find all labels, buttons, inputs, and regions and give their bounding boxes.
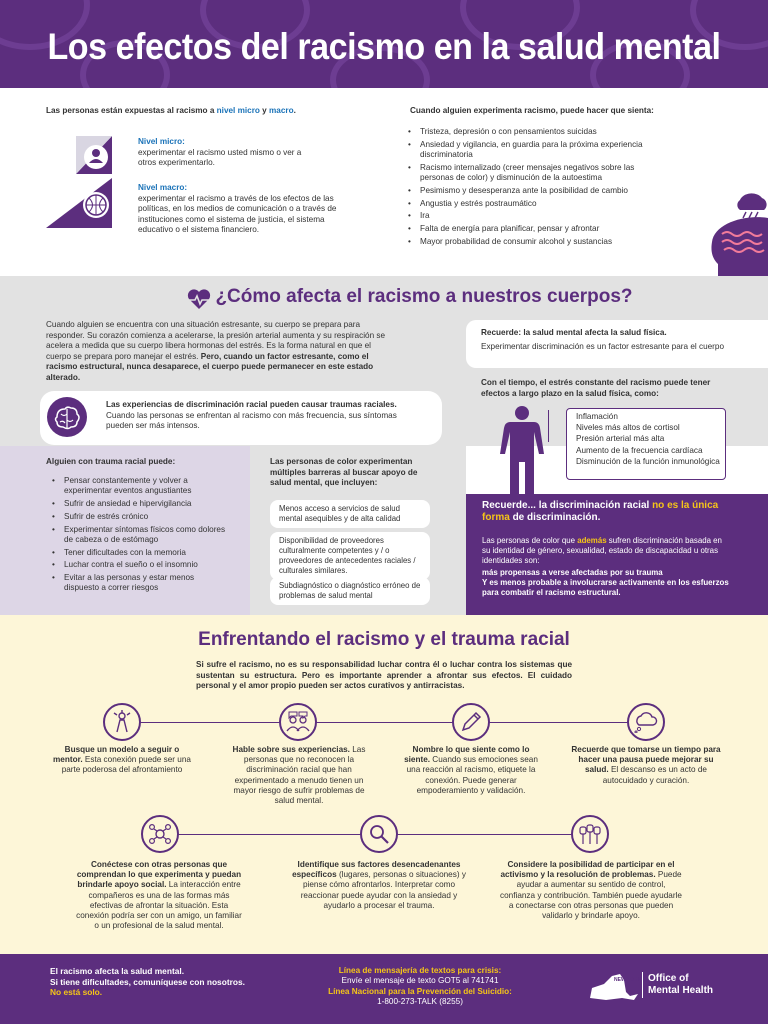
trauma-item: • Sufrir de ansiedad e hipervigilancia <box>52 499 230 509</box>
footer-helplines: Línea de mensajería de textos para crisis: Envíe el mensaje de texto GOT5 al 741741 Línea Nacional para la Prevención del Suicidio: 1-800-273-TALK (8255) <box>328 966 512 1006</box>
feeling-item: • Tristeza, depresión o con pensamientos suicidas <box>408 127 648 137</box>
effect-item: Inflamación <box>576 412 618 421</box>
effects-list <box>576 411 726 467</box>
barrier-item: Subdiagnóstico o diagnóstico erróneo de problemas de salud mental <box>270 577 430 605</box>
feeling-item: • Racismo internalizado (creer mensajes negativos sobre las personas de color) y disminución de la autoestima <box>408 163 648 183</box>
trauma-item: • Pensar constantemente y volver a experimentar eventos angustiantes <box>52 476 230 496</box>
effect-item: Niveles más altos de cortisol <box>576 423 680 433</box>
omh-logo-text: Office of Mental Health <box>648 973 714 996</box>
coping-title: Enfrentando el racismo y el trauma racial <box>198 629 570 650</box>
barriers-heading: Las personas de color experimentan múltiples barreras al buscar apoyo de salud mental, que incluyen: <box>270 457 418 487</box>
body-section-title: ¿Cómo afecta el racismo a nuestros cuerpos? <box>215 286 633 307</box>
feeling-item: • Pesimismo y desesperanza ante la posibilidad de cambio <box>408 186 648 196</box>
macro-level-text: Nivel macro: experimentar el racismo a través de los efectos de las políticas, en los medios de comunicación o a través de instituciones como el sistema de justicia, el sistema educativo o el sistema financiero. <box>138 183 337 234</box>
network-icon <box>141 815 179 853</box>
thought-cloud-icon <box>627 703 665 741</box>
trauma-can-list <box>52 476 230 596</box>
exposure-lead: Las personas están expuestas al racismo a nivel micro y macro. <box>46 106 296 115</box>
trauma-text: Las experiencias de discriminación racial pueden causar traumas raciales. Cuando las personas se enfrentan al racismo con más frecuencia, sus síntomas pueden ser más intensos. <box>106 400 397 430</box>
mentor-icon <box>103 703 141 741</box>
trauma-can-heading: Alguien con trauma racial puede: <box>46 457 176 466</box>
step-rest: Recuerde que tomarse un tiempo para hacer una pausa puede mejorar su salud. El descanso es un acto de autocuidado y curación. <box>571 745 721 785</box>
feeling-item: • Ira <box>408 211 648 221</box>
effects-connector <box>548 410 558 442</box>
trauma-item: • Evitar a las personas y estar menos dispuesto a correr riesgos <box>52 573 230 593</box>
raised-fists-icon <box>571 815 609 853</box>
feeling-item: • Mayor probabilidad de consumir alcohol y sustancias <box>408 237 648 247</box>
stress-paragraph: Cuando alguien se encuentra con una situación estresante, su cuerpo se prepara para responder. Su corazón comienza a acelerarse, la presión arterial aumenta y su respiración se acelera a medida que su cuerpo libera hormonas del estrés. Es la forma natural en que el cuerpo se prepara poro manejar el estrés. Pero, cuando un factor estresante, como el racismo estructural, nunca desaparece, el cuerpo puede permanecer en este estado alterado. <box>46 320 386 382</box>
ny-state-lettering: NEW YORK <box>614 977 642 983</box>
effect-item: Disminución de la función inmunológica <box>576 456 720 466</box>
effect-item: Presión arterial más alta <box>576 434 665 444</box>
barrier-item: Menos acceso a servicios de salud mental asequibles y de alta calidad <box>270 500 430 528</box>
step-mentor: Busque un modelo a seguir o mentor. Esta conexión puede ser una parte poderosa del afrontamiento <box>53 745 191 775</box>
recuerde-title: Recuerde... la discriminación racial no es la única forma de discriminación. <box>482 500 719 523</box>
step-triggers: Identifique sus factores desencadenantes específicos (lugares, personas o situaciones) y piense cómo afrontarlos. Interpretar como reaccionar puede ayudar con la ansiedad y ayudarlo a procesar el trauma. <box>292 860 466 910</box>
footer-message: El racismo afecta la salud mental. Si tiene dificultades, comuníquese con nosotros. No está solo. <box>50 966 245 998</box>
trauma-item: • Experimentar síntomas físicos como dolores de cabeza o de estómago <box>52 525 230 545</box>
human-body-icon <box>496 404 548 496</box>
trauma-item: • Sufrir de estrés crónico <box>52 512 230 522</box>
page-title: Los efectos del racismo en la salud mental <box>47 26 721 67</box>
coping-intro: Si sufre el racismo, no es su responsabilidad luchar contra él o luchar contra los sistemas que sustentan su estructura. Pero es importante aprender a afrontar sus efectos. El cuidado personal y el amor propio pueden ser actos curativos y antirracistas. <box>196 660 572 690</box>
magnifier-icon <box>360 815 398 853</box>
overtime-text: Con el tiempo, el estrés constante del racismo puede tener efectos a largo plazo en la salud física, como: <box>481 378 711 398</box>
head-cloud-icon <box>704 178 768 276</box>
barrier-item: Disponibilidad de proveedores culturalmente competentes y / o proveedores de antecedentes raciales / culturales similares. <box>270 532 430 580</box>
logo-divider <box>642 972 643 998</box>
micro-level-text: Nivel micro: experimentar el racismo usted mismo o ver a otros experimentarlo. <box>138 137 302 167</box>
micro-macro-pyramid-icon <box>46 130 134 230</box>
ny-state-logo <box>586 968 642 1006</box>
trauma-item: • Tener dificultades con la memoria <box>52 548 230 558</box>
feeling-item: • Ansiedad y vigilancia, en guardia para la próxima experiencia discriminatoria <box>408 140 648 160</box>
feelings-list <box>408 127 648 250</box>
brain-icon <box>45 396 89 438</box>
step-name-feelings: Nombre lo que siente como lo siente. Cuando sus emociones sean una reacción al racismo, etiquete la conexión. Puede generar empoderamiento y validación. <box>404 745 538 795</box>
feeling-item: • Angustia y estrés postraumático <box>408 199 648 209</box>
effect-item: Aumento de la frecuencia cardíaca <box>576 445 703 455</box>
pencil-icon <box>452 703 490 741</box>
feeling-item: • Falta de energía para planificar, pensar y afrontar <box>408 224 648 234</box>
recuerde-text: Las personas de color que además sufren discriminación basada en su identidad de género, sexualidad, estado de discapacidad u otras identidades son: más propensas a verse afectadas por su trauma Y es menos probable a involucrarse activamente en los esfuerzos para combatir el racismo estructural. <box>482 536 729 597</box>
timeline-line-1 <box>122 722 646 723</box>
step-connect: Conéctese con otras personas que comprendan lo que experimenta y puedan brindarle apoyo social. La interacción entre compañeros es una de las formas más efectivas de afrontar la situación. Esta conexión podría ser con un amigo, un familiar o un profesional de la salud mental. <box>76 860 242 931</box>
talk-icon <box>279 703 317 741</box>
step-talk: Hable sobre sus experiencias. Las personas que no reconocen la discriminación racial que han experimentado a menudo tienen un mayor riesgo de sufrir problemas de salud mental. <box>232 745 366 806</box>
feelings-heading: Cuando alguien experimenta racismo, puede hacer que sienta: <box>410 106 654 115</box>
step-activism: Considere la posibilidad de participar en el activismo y la resolución de problemas. Puede ayudar a aumentar su sentido de control, confianza y contribución. También puede ayudarle a conectarse con otras personas que pueden validarlo y brindarle apoyo. <box>500 860 682 921</box>
remember-text: Recuerde: la salud mental afecta la salud física. Experimentar discriminación es un factor estresante para el cuerpo <box>481 328 725 351</box>
trauma-item: • Luchar contra el sueño o el insomnio <box>52 560 230 570</box>
